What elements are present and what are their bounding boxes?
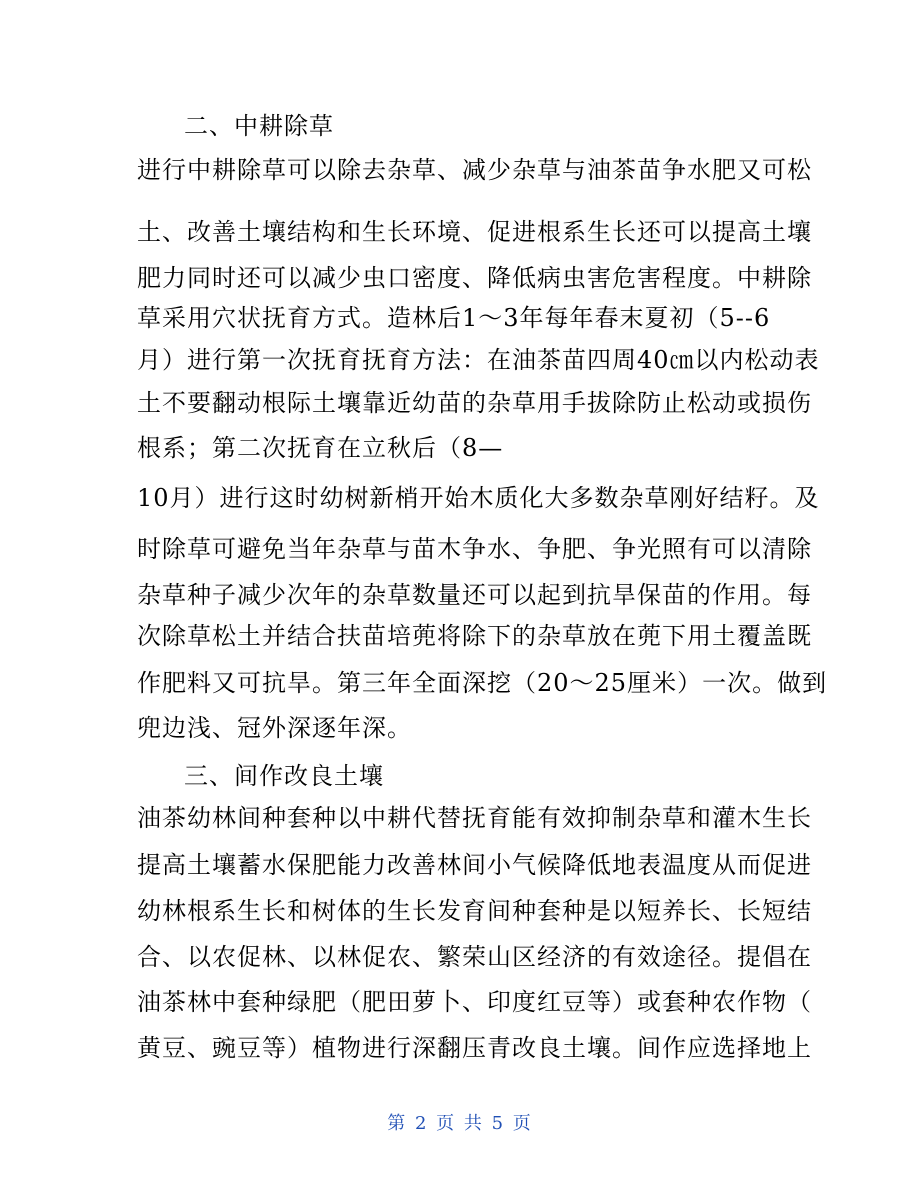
- paragraph-line: 进行中耕除草可以除去杂草、减少杂草与油茶苗争水肥又可松: [137, 156, 812, 184]
- paragraph-line: 10月）进行这时幼树新梢开始木质化大多数杂草刚好结籽。及: [137, 484, 820, 512]
- paragraph-line: 土不要翻动根际土壤靠近幼苗的杂草用手拔除防止松动或损伤: [137, 389, 812, 417]
- section-heading-intercropping: 三、间作改良土壤: [184, 762, 384, 790]
- paragraph-line: 作肥料又可抗旱。第三年全面深挖（20～25厘米）一次。做到: [137, 669, 828, 697]
- paragraph-line: 肥力同时还可以减少虫口密度、降低病虫害危害程度。中耕除: [137, 264, 812, 292]
- page-number-footer: 第 2 页 共 5 页: [387, 1113, 533, 1134]
- section-heading-weeding: 二、中耕除草: [184, 112, 334, 140]
- paragraph-line: 次除草松土并结合扶苗培蔸将除下的杂草放在蔸下用土覆盖既: [137, 622, 812, 650]
- paragraph-line: 合、以农促林、以林促农、繁荣山区经济的有效途径。提倡在: [137, 943, 812, 971]
- paragraph-line: 时除草可避免当年杂草与苗木争水、争肥、争光照有可以清除: [137, 535, 812, 563]
- paragraph-line: 油茶林中套种绿肥（肥田萝卜、印度红豆等）或套种农作物（: [137, 988, 812, 1016]
- paragraph-line: 月）进行第一次抚育抚育方法：在油茶苗四周40㎝以内松动表: [137, 346, 820, 374]
- paragraph-line: 土、改善土壤结构和生长环境、促进根系生长还可以提高土壤: [137, 218, 812, 246]
- paragraph-line: 草采用穴状抚育方式。造林后1～3年每年春末夏初（5--6: [137, 304, 771, 332]
- paragraph-line: 油茶幼林间种套种以中耕代替抚育能有效抑制杂草和灌木生长: [137, 804, 812, 832]
- paragraph-line: 幼林根系生长和树体的生长发育间种套种是以短养长、长短结: [137, 897, 812, 925]
- paragraph-line: 黄豆、豌豆等）植物进行深翻压青改良土壤。间作应选择地上: [137, 1034, 812, 1062]
- paragraph-line: 兜边浅、冠外深逐年深。: [137, 714, 412, 742]
- paragraph-line: 根系；第二次抚育在立秋后（8—: [137, 434, 504, 462]
- paragraph-line: 提高土壤蓄水保肥能力改善林间小气候降低地表温度从而促进: [137, 851, 812, 879]
- paragraph-line: 杂草种子减少次年的杂草数量还可以起到抗旱保苗的作用。每: [137, 581, 812, 609]
